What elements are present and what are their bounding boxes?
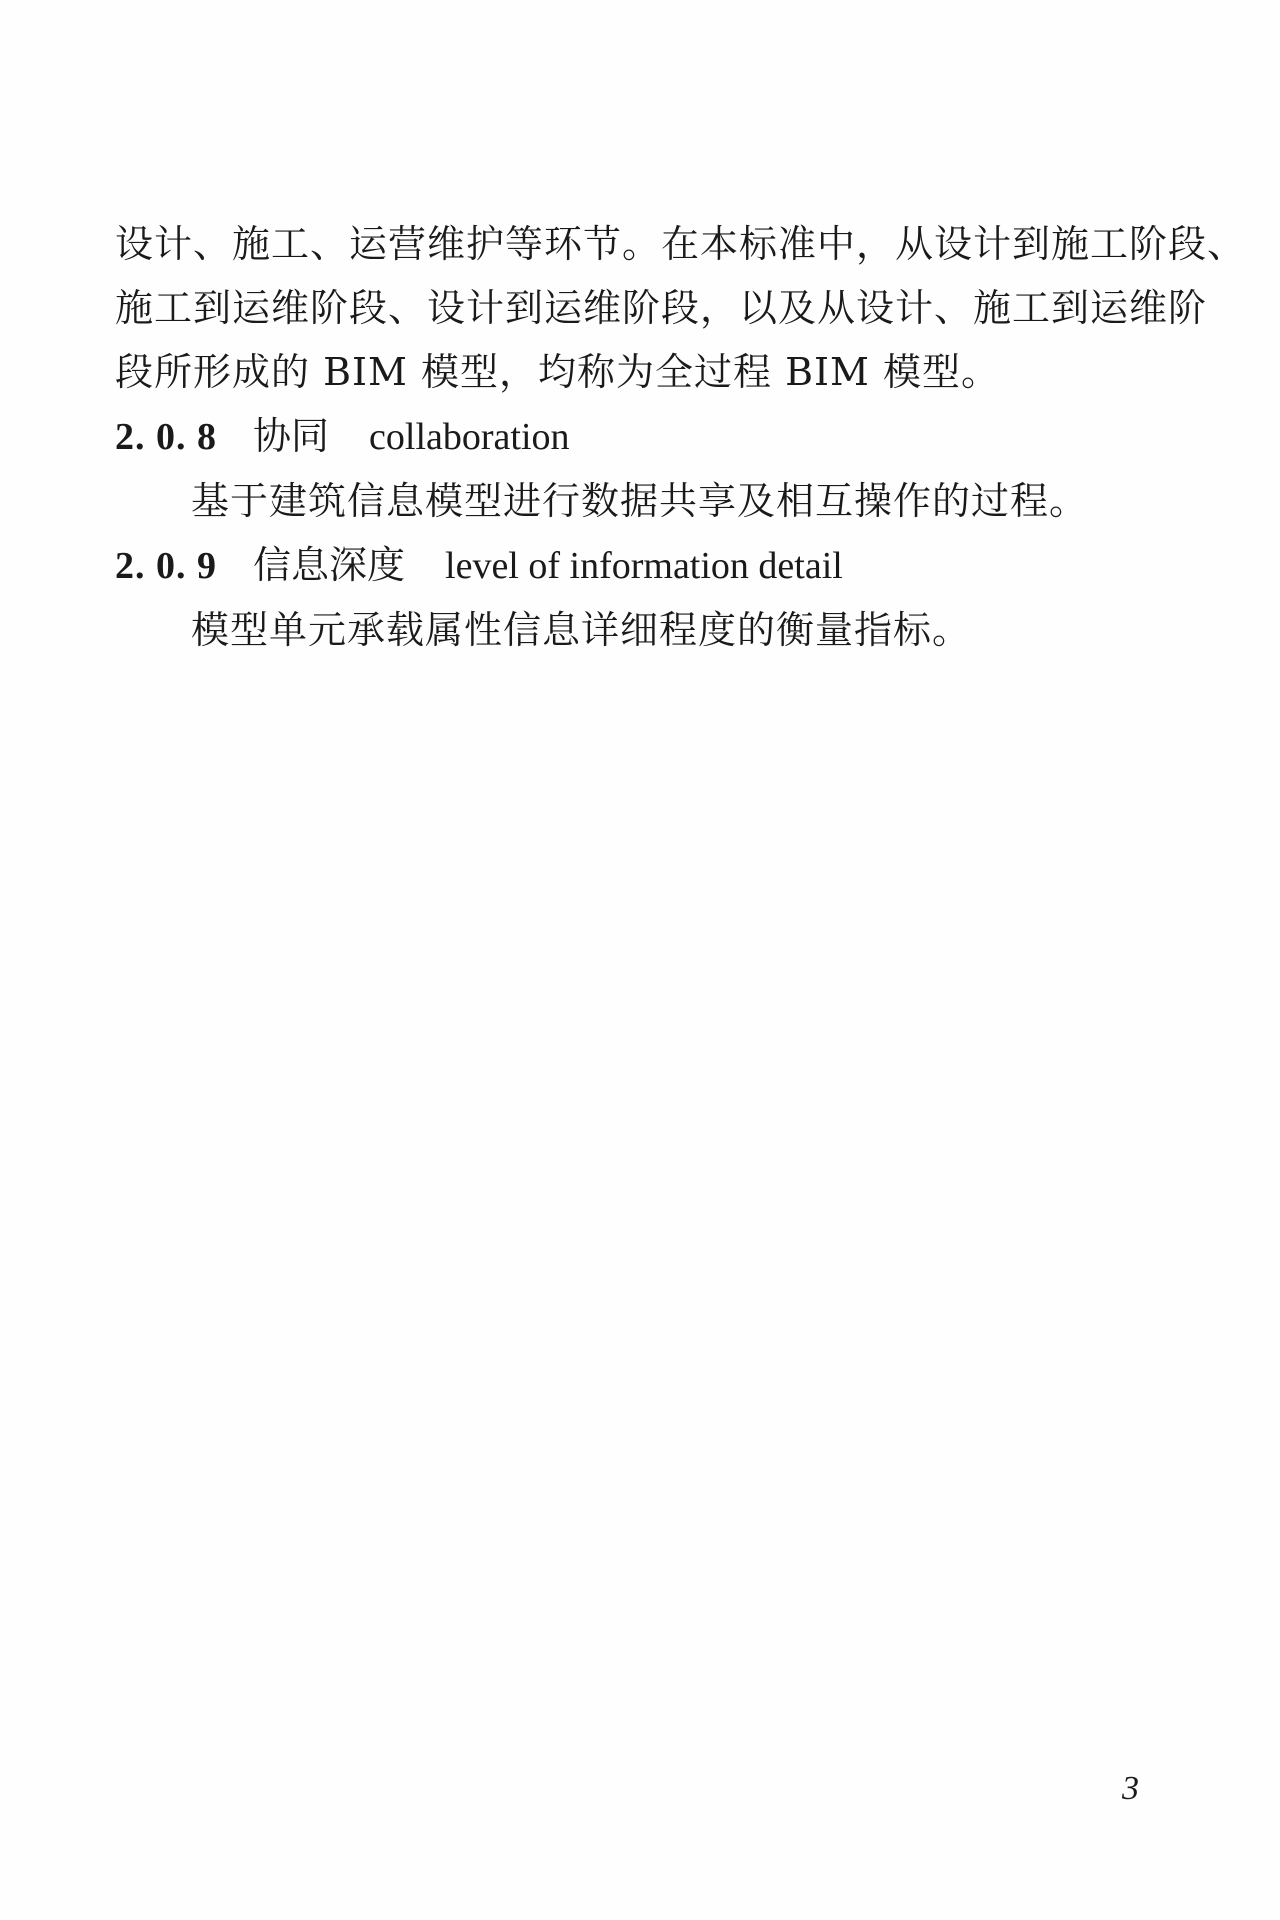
page-number: 3 — [1122, 1770, 1139, 1807]
clause-number: 2. 0. 8 — [115, 416, 217, 458]
term-english: level of information detail — [445, 545, 843, 587]
term-chinese: 协同 — [253, 414, 330, 458]
continuation-line-2: 施工到运维阶段、设计到运维阶段，以及从设计、施工到运维阶 — [115, 286, 1208, 330]
clause-definition-2-0-8: 基于建筑信息模型进行数据共享及相互操作的过程。 — [191, 479, 1089, 523]
clause-definition-2-0-9: 模型单元承载属性信息详细程度的衡量指标。 — [191, 608, 972, 652]
term-english: collaboration — [369, 416, 570, 458]
continuation-line-3: 段所形成的 BIM 模型，均称为全过程 BIM 模型。 — [115, 350, 1001, 394]
clause-heading-2-0-9 — [115, 533, 1195, 598]
continuation-line-1: 设计、施工、运营维护等环节。在本标准中，从设计到施工阶段、 — [115, 222, 1247, 266]
clause-heading-2-0-8 — [115, 404, 1195, 469]
page-content — [115, 212, 1247, 662]
clause-number: 2. 0. 9 — [115, 545, 217, 587]
term-chinese: 信息深度 — [253, 543, 406, 587]
